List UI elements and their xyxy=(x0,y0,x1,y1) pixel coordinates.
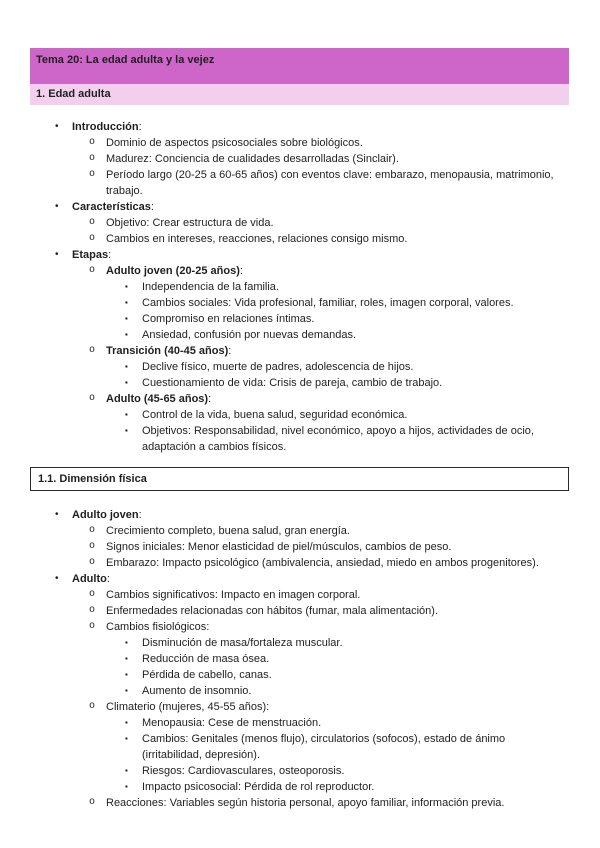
list-item xyxy=(30,151,569,167)
list-item-text: Cuestionamiento de vida: Crisis de pareja, cambio de trabajo. xyxy=(142,377,443,389)
list-item-text: Adulto joven: xyxy=(72,509,142,521)
list-item xyxy=(30,375,569,391)
list-item xyxy=(30,683,569,699)
bullet-square-icon: ▪ xyxy=(125,638,128,647)
topic-title: Tema 20: La edad adulta y la vejez xyxy=(36,54,215,66)
list-item-text: Período largo (20-25 a 60-65 años) con eventos clave: embarazo, menopausia, matrimonio, xyxy=(106,169,554,181)
list-item xyxy=(30,507,569,523)
bullet-square-icon: ▪ xyxy=(125,766,128,775)
list-item xyxy=(30,199,569,215)
bullet-square-icon: ▪ xyxy=(125,410,128,419)
list-item-text: Cambios sociales: Vida profesional, familiar, roles, imagen corporal, valores. xyxy=(142,297,514,309)
list-item-text: trabajo. xyxy=(106,185,143,197)
list-item xyxy=(30,231,569,247)
list-item xyxy=(30,731,569,747)
list-item-text: Cambios fisiológicos: xyxy=(106,621,210,633)
list-item xyxy=(30,247,569,263)
bullet-circle-icon: o xyxy=(89,541,96,552)
bullet-spacer xyxy=(125,747,142,763)
list-item xyxy=(30,119,569,135)
section1-list xyxy=(30,119,569,455)
bullet-square-icon: ▪ xyxy=(125,734,128,743)
bullet-circle-icon: o xyxy=(89,701,96,712)
list-item xyxy=(30,619,569,635)
list-item-text: Reacciones: Variables según historia personal, apoyo familiar, información previa. xyxy=(106,797,505,809)
list-item xyxy=(30,135,569,151)
bullet-circle-icon: o xyxy=(89,797,96,808)
list-item xyxy=(30,407,569,423)
list-item xyxy=(30,311,569,327)
bullet-dot-icon: • xyxy=(55,573,59,584)
section-heading: 1. Edad adulta xyxy=(36,88,111,100)
list-item-text: Características: xyxy=(72,201,154,213)
list-item xyxy=(30,167,569,183)
bullet-circle-icon: o xyxy=(89,153,96,164)
bullet-circle-icon: o xyxy=(89,345,96,356)
bullet-circle-icon: o xyxy=(89,169,96,180)
list-item-text: Reducción de masa ósea. xyxy=(142,653,270,665)
bullet-square-icon: ▪ xyxy=(125,378,128,387)
list-item xyxy=(30,439,569,455)
list-item xyxy=(30,539,569,555)
bullet-spacer xyxy=(89,183,106,199)
section2-list xyxy=(30,507,569,811)
list-item-text: adaptación a cambios físicos. xyxy=(142,441,287,453)
bullet-circle-icon: o xyxy=(89,605,96,616)
bullet-square-icon: ▪ xyxy=(125,426,128,435)
list-item-text: Cambios: Genitales (menos flujo), circulatorios (sofocos), estado de ánimo xyxy=(142,733,506,745)
list-item-text: Transición (40-45 años): xyxy=(106,345,232,357)
list-item-text: Madurez: Conciencia de cualidades desarrolladas (Sinclair). xyxy=(106,153,399,165)
bullet-dot-icon: • xyxy=(55,249,59,260)
list-item-text: Cambios significativos: Impacto en imagen corporal. xyxy=(106,589,361,601)
list-item-text: Signos iniciales: Menor elasticidad de piel/músculos, cambios de peso. xyxy=(106,541,452,553)
list-item xyxy=(30,555,569,571)
bullet-dot-icon: • xyxy=(55,121,59,132)
list-item xyxy=(30,523,569,539)
list-item-text: (irritabilidad, depresión). xyxy=(142,749,260,761)
list-item-text: Cambios en intereses, reacciones, relaciones consigo mismo. xyxy=(106,233,408,245)
list-item-text: Control de la vida, buena salud, seguridad económica. xyxy=(142,409,408,421)
list-item-text: Enfermedades relacionadas con hábitos (fumar, mala alimentación). xyxy=(106,605,439,617)
list-item xyxy=(30,359,569,375)
list-item xyxy=(30,667,569,683)
list-item-text: Adulto joven (20-25 años): xyxy=(106,265,243,277)
bullet-circle-icon: o xyxy=(89,217,96,228)
list-item xyxy=(30,279,569,295)
subsection-heading: 1.1. Dimensión física xyxy=(38,473,147,485)
bullet-square-icon: ▪ xyxy=(125,670,128,679)
list-item xyxy=(30,343,569,359)
bullet-circle-icon: o xyxy=(89,393,96,404)
list-item xyxy=(30,263,569,279)
list-item-text: Etapas: xyxy=(72,249,112,261)
list-item-text: Declive físico, muerte de padres, adolescencia de hijos. xyxy=(142,361,414,373)
list-item xyxy=(30,763,569,779)
list-item-text: Ansiedad, confusión por nuevas demandas. xyxy=(142,329,357,341)
list-item-text: Compromiso en relaciones íntimas. xyxy=(142,313,315,325)
list-item xyxy=(30,327,569,343)
list-item-text: Impacto psicosocial: Pérdida de rol reproductor. xyxy=(142,781,375,793)
bullet-square-icon: ▪ xyxy=(125,314,128,323)
list-item xyxy=(30,603,569,619)
list-item-text: Menopausia: Cese de menstruación. xyxy=(142,717,322,729)
list-item xyxy=(30,183,569,199)
list-item-text: Adulto (45-65 años): xyxy=(106,393,212,405)
list-item xyxy=(30,391,569,407)
list-item-text: Aumento de insomnio. xyxy=(142,685,252,697)
bullet-circle-icon: o xyxy=(89,233,96,244)
bullet-dot-icon: • xyxy=(55,201,59,212)
list-item xyxy=(30,795,569,811)
bullet-square-icon: ▪ xyxy=(125,654,128,663)
list-item xyxy=(30,699,569,715)
bullet-square-icon: ▪ xyxy=(125,782,128,791)
bullet-circle-icon: o xyxy=(89,265,96,276)
list-item-text: Riesgos: Cardiovasculares, osteoporosis. xyxy=(142,765,345,777)
list-item xyxy=(30,295,569,311)
bullet-square-icon: ▪ xyxy=(125,686,128,695)
bullet-circle-icon: o xyxy=(89,621,96,632)
topic-title-bar xyxy=(30,48,569,84)
list-item-text: Climaterio (mujeres, 45-55 años): xyxy=(106,701,270,713)
list-item xyxy=(30,635,569,651)
bullet-square-icon: ▪ xyxy=(125,298,128,307)
list-item-text: Independencia de la familia. xyxy=(142,281,279,293)
list-item xyxy=(30,715,569,731)
bullet-square-icon: ▪ xyxy=(125,718,128,727)
list-item xyxy=(30,779,569,795)
bullet-square-icon: ▪ xyxy=(125,362,128,371)
bullet-dot-icon: • xyxy=(55,509,59,520)
list-item xyxy=(30,747,569,763)
bullet-square-icon: ▪ xyxy=(125,282,128,291)
bullet-circle-icon: o xyxy=(89,557,96,568)
list-item-text: Pérdida de cabello, canas. xyxy=(142,669,272,681)
subsection-heading-box xyxy=(30,467,569,491)
bullet-circle-icon: o xyxy=(89,589,96,600)
list-item-text: Objetivo: Crear estructura de vida. xyxy=(106,217,274,229)
list-item-text: Embarazo: Impacto psicológico (ambivalencia, ansiedad, miedo en ambos progenitores). xyxy=(106,557,539,569)
section-heading-bar xyxy=(30,84,569,105)
list-item xyxy=(30,423,569,439)
bullet-spacer xyxy=(125,439,142,455)
list-item xyxy=(30,571,569,587)
list-item-text: Disminución de masa/fortaleza muscular. xyxy=(142,637,343,649)
list-item xyxy=(30,587,569,603)
list-item-text: Objetivos: Responsabilidad, nivel económico, apoyo a hijos, actividades de ocio, xyxy=(142,425,534,437)
list-item-text: Adulto: xyxy=(72,573,110,585)
bullet-circle-icon: o xyxy=(89,525,96,536)
list-item-text: Crecimiento completo, buena salud, gran energía. xyxy=(106,525,350,537)
list-item xyxy=(30,215,569,231)
list-item-text: Dominio de aspectos psicosociales sobre biológicos. xyxy=(106,137,363,149)
bullet-square-icon: ▪ xyxy=(125,330,128,339)
list-item xyxy=(30,651,569,667)
bullet-circle-icon: o xyxy=(89,137,96,148)
list-item-text: Introducción: xyxy=(72,121,142,133)
